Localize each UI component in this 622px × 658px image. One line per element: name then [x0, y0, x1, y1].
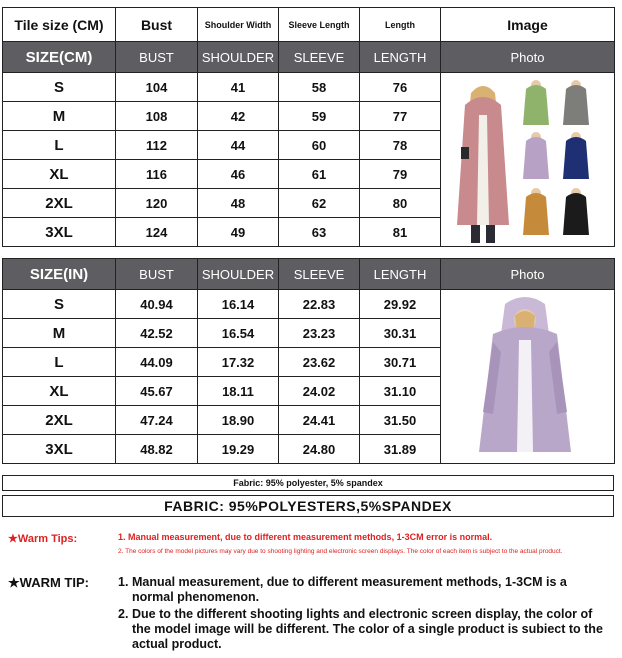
shoulder-cell: 48: [198, 189, 279, 218]
size-cell: 3XL: [3, 435, 116, 464]
size-cell: M: [3, 319, 116, 348]
warm-tips-item-2: 2. The colors of the model pictures may vary due to shooting lighting and electronic screen displays. The color of each item is subject to the actual product.: [118, 548, 563, 555]
size-table-inch: [2, 258, 615, 464]
shoulder-cell: 18.90: [198, 406, 279, 435]
sleeve-cell: 61: [279, 160, 360, 189]
bust-cell: 116: [116, 160, 198, 189]
sleeve-cell: 22.83: [279, 290, 360, 319]
length-cell: 31.10: [360, 377, 441, 406]
warm-tip-list: [118, 575, 603, 654]
cm-sleeve-head: SLEEVE: [279, 42, 360, 73]
length-cell: 29.92: [360, 290, 441, 319]
cm-size-head: SIZE(CM): [3, 42, 116, 73]
inch-head-row: [3, 259, 615, 290]
lavender-coat-image: [453, 292, 603, 462]
title-row: [3, 8, 615, 42]
sleeve-cell: 24.80: [279, 435, 360, 464]
sleeve-cell: 59: [279, 102, 360, 131]
size-cell: L: [3, 131, 116, 160]
shoulder-cell: 46: [198, 160, 279, 189]
length-cell: 30.71: [360, 348, 441, 377]
length-header: Length: [360, 8, 441, 42]
inch-length-head: LENGTH: [360, 259, 441, 290]
warm-tips-label: ★Warm Tips:: [8, 533, 78, 545]
length-cell: 78: [360, 131, 441, 160]
shoulder-cell: 17.32: [198, 348, 279, 377]
bust-cell: 45.67: [116, 377, 198, 406]
sleeve-cell: 24.41: [279, 406, 360, 435]
table-row: [3, 73, 615, 102]
shoulder-header: Shoulder Width: [198, 8, 279, 42]
bust-cell: 40.94: [116, 290, 198, 319]
inch-bust-head: BUST: [116, 259, 198, 290]
shoulder-cell: 42: [198, 102, 279, 131]
size-table-cm: [2, 7, 615, 247]
inch-sleeve-head: SLEEVE: [279, 259, 360, 290]
bust-cell: 124: [116, 218, 198, 247]
coat-collage-image: [443, 75, 613, 245]
list-item-text: Due to the different shooting lights and electronic screen display, the color of the model image will be different. The color of a single product is subiect to the actual product.: [132, 607, 603, 651]
fabric-note-large: FABRIC: 95%POLYESTERS,5%SPANDEX: [2, 495, 614, 517]
length-cell: 76: [360, 73, 441, 102]
fabric-note-small: Fabric: 95% polyester, 5% spandex: [2, 475, 614, 491]
inch-shoulder-head: SHOULDER: [198, 259, 279, 290]
shoulder-cell: 49: [198, 218, 279, 247]
sleeve-header: Sleeve Length: [279, 8, 360, 42]
size-cell: S: [3, 290, 116, 319]
length-cell: 30.31: [360, 319, 441, 348]
cm-photo-head: Photo: [441, 42, 615, 73]
length-cell: 81: [360, 218, 441, 247]
bust-cell: 108: [116, 102, 198, 131]
list-item-number: 2.: [118, 607, 129, 621]
size-cell: 3XL: [3, 218, 116, 247]
sleeve-cell: 62: [279, 189, 360, 218]
product-photo-model: [441, 290, 615, 464]
bust-cell: 112: [116, 131, 198, 160]
size-cell: XL: [3, 160, 116, 189]
bust-cell: 48.82: [116, 435, 198, 464]
bust-cell: 120: [116, 189, 198, 218]
sleeve-cell: 23.62: [279, 348, 360, 377]
cm-length-head: LENGTH: [360, 42, 441, 73]
list-item-text: Manual measurement, due to different measurement methods, 1-3CM is a normal phenomenon.: [132, 575, 567, 604]
bust-cell: 104: [116, 73, 198, 102]
inch-size-head: SIZE(IN): [3, 259, 116, 290]
size-cell: M: [3, 102, 116, 131]
sleeve-cell: 58: [279, 73, 360, 102]
warm-tips-item-1: 1. Manual measurement, due to different measurement methods, 1-3CM error is normal.: [118, 532, 493, 542]
warm-tip-label: ★WARM TIP:: [8, 575, 89, 590]
sleeve-cell: 23.23: [279, 319, 360, 348]
image-header: Image: [441, 8, 615, 42]
length-cell: 80: [360, 189, 441, 218]
size-cell: S: [3, 73, 116, 102]
length-cell: 79: [360, 160, 441, 189]
length-cell: 31.89: [360, 435, 441, 464]
size-cell: 2XL: [3, 406, 116, 435]
shoulder-cell: 16.14: [198, 290, 279, 319]
bust-cell: 44.09: [116, 348, 198, 377]
sleeve-cell: 63: [279, 218, 360, 247]
shoulder-cell: 41: [198, 73, 279, 102]
shoulder-cell: 19.29: [198, 435, 279, 464]
cm-bust-head: BUST: [116, 42, 198, 73]
product-photo-collage: [441, 73, 615, 247]
sleeve-cell: 24.02: [279, 377, 360, 406]
sleeve-cell: 60: [279, 131, 360, 160]
length-cell: 77: [360, 102, 441, 131]
length-cell: 31.50: [360, 406, 441, 435]
inch-photo-head: Photo: [441, 259, 615, 290]
cm-shoulder-head: SHOULDER: [198, 42, 279, 73]
bust-cell: 47.24: [116, 406, 198, 435]
size-cell: XL: [3, 377, 116, 406]
shoulder-cell: 16.54: [198, 319, 279, 348]
list-item: [118, 607, 603, 652]
bust-header: Bust: [116, 8, 198, 42]
list-item-number: 1.: [118, 575, 129, 589]
list-item: [118, 575, 603, 605]
table-row: [3, 290, 615, 319]
size-cell: 2XL: [3, 189, 116, 218]
shoulder-cell: 44: [198, 131, 279, 160]
cm-head-row: [3, 42, 615, 73]
shoulder-cell: 18.11: [198, 377, 279, 406]
size-cell: L: [3, 348, 116, 377]
tile-size-header: Tile size (CM): [3, 8, 116, 42]
bust-cell: 42.52: [116, 319, 198, 348]
pink-coat-model: [457, 86, 509, 243]
